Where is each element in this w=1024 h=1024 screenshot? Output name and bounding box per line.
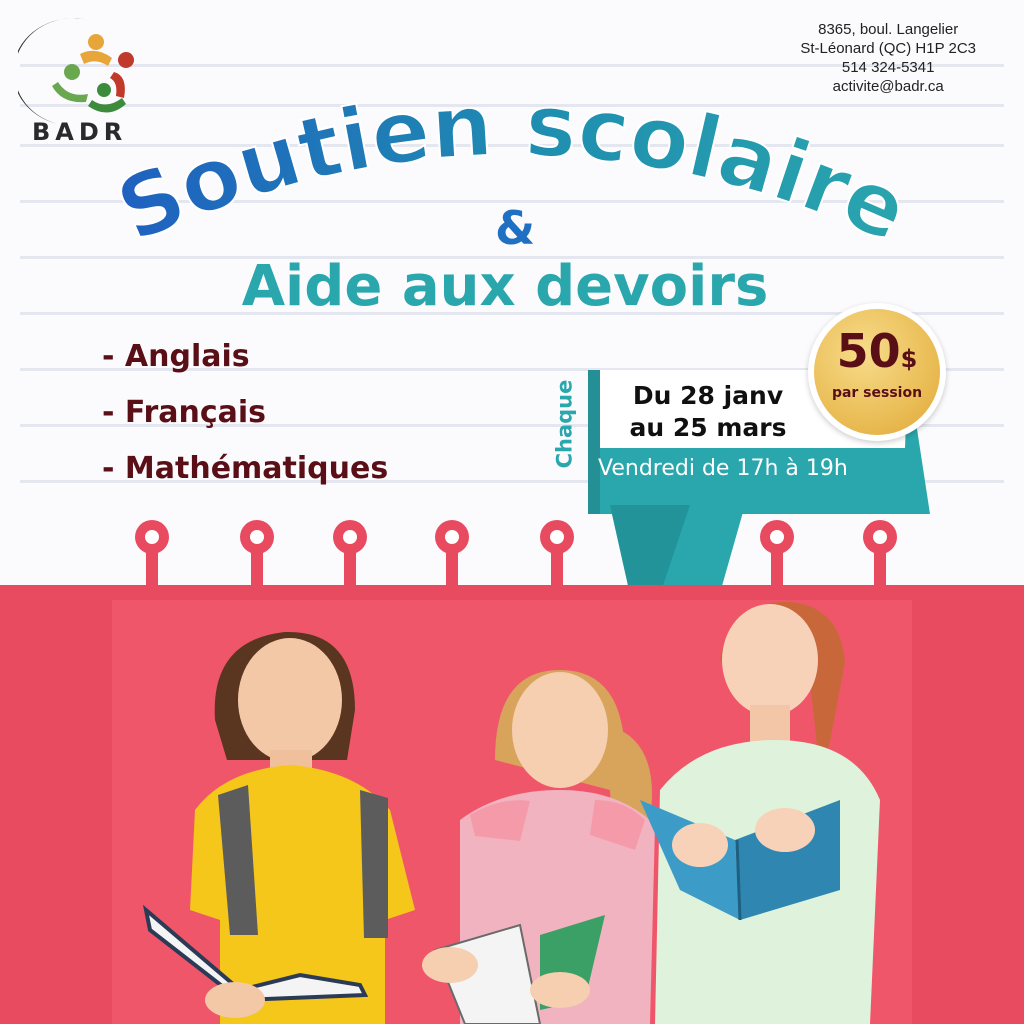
address-line-2: St-Léonard (QC) H1P 2C3 [800, 40, 976, 57]
date-start: Du 28 janv [632, 381, 784, 410]
boy-figure [146, 632, 415, 1024]
title-line-2: Aide aux devoirs [241, 254, 769, 319]
title-line-1: Soutien scolaire [103, 75, 922, 262]
price-amount: 50$ [836, 324, 918, 378]
schedule-time: Vendredi de 17h à 19h [598, 456, 848, 481]
subject-item: - Français [102, 395, 267, 430]
address-line-1: 8365, boul. Langelier [818, 21, 959, 38]
email-link[interactable]: activite@badr.ca [832, 78, 944, 95]
subject-item: - Mathématiques [102, 451, 389, 486]
girl-figure-right [640, 602, 880, 1024]
girl-figure-middle [422, 670, 655, 1024]
date-end: au 25 mars [629, 413, 787, 442]
price-unit: par session [831, 385, 923, 401]
subject-item: - Anglais [102, 339, 250, 374]
logo-wordmark: BADR [32, 118, 128, 146]
phone-number[interactable]: 514 324-5341 [841, 59, 935, 76]
frequency-label: Chaque [552, 379, 577, 469]
title-ampersand: & [494, 201, 536, 255]
